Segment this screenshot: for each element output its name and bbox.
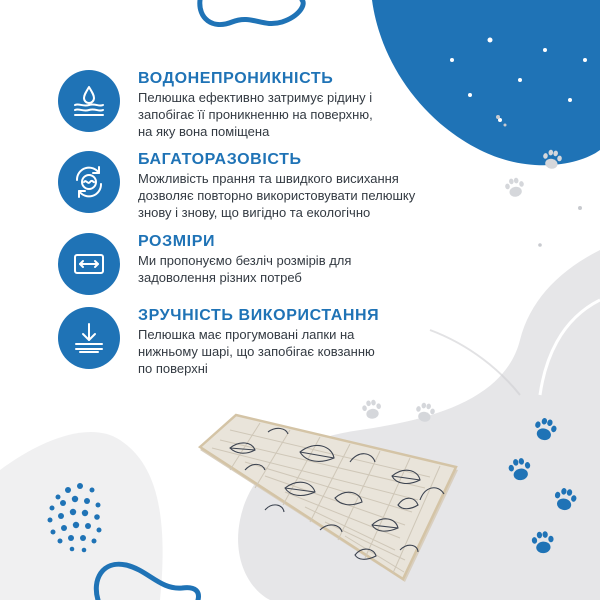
size-arrows-icon — [58, 233, 120, 295]
feature-description-line: на яку вона поміщена — [138, 124, 270, 139]
feature-description-line: Ми пропонуємо безліч розмірів для — [138, 253, 352, 268]
feature-description-line: дозволяє повторно використовувати пелюшку — [138, 188, 416, 203]
download-layer-icon — [58, 307, 120, 369]
feature-sizes — [58, 233, 458, 303]
feature-title: ВОДОНЕПРОНИКНІСТЬ — [138, 70, 334, 87]
feature-description-line: Пелюшка має прогумовані лапки на — [138, 327, 355, 342]
feature-description-line: Можливість прання та швидкого висихання — [138, 171, 399, 186]
feature-waterproof — [58, 70, 458, 140]
feature-title: РОЗМІРИ — [138, 233, 216, 250]
washing-cycle-icon — [58, 151, 120, 213]
feature-description-line: знову і знову, що вигідно та екологічно — [138, 205, 371, 220]
feature-description-line: нижньому шарі, що запобігає ковзанню — [138, 344, 375, 359]
feature-title: ЗРУЧНІСТЬ ВИКОРИСТАННЯ — [138, 307, 380, 324]
water-drop-layer-icon — [58, 70, 120, 132]
feature-description-line: по поверхні — [138, 361, 208, 376]
feature-title: БАГАТОРАЗОВІСТЬ — [138, 151, 302, 168]
left-grey-shape — [0, 432, 163, 600]
feature-description-line: задоволення різних потреб — [138, 270, 302, 285]
top-squiggle — [200, 0, 303, 25]
feature-description-line: запобігає її проникненню на поверхню, — [138, 107, 373, 122]
feature-description-line: Пелюшка ефективно затримує рідину і — [138, 90, 373, 105]
feature-reusable — [58, 151, 458, 221]
feature-convenience — [58, 307, 458, 377]
